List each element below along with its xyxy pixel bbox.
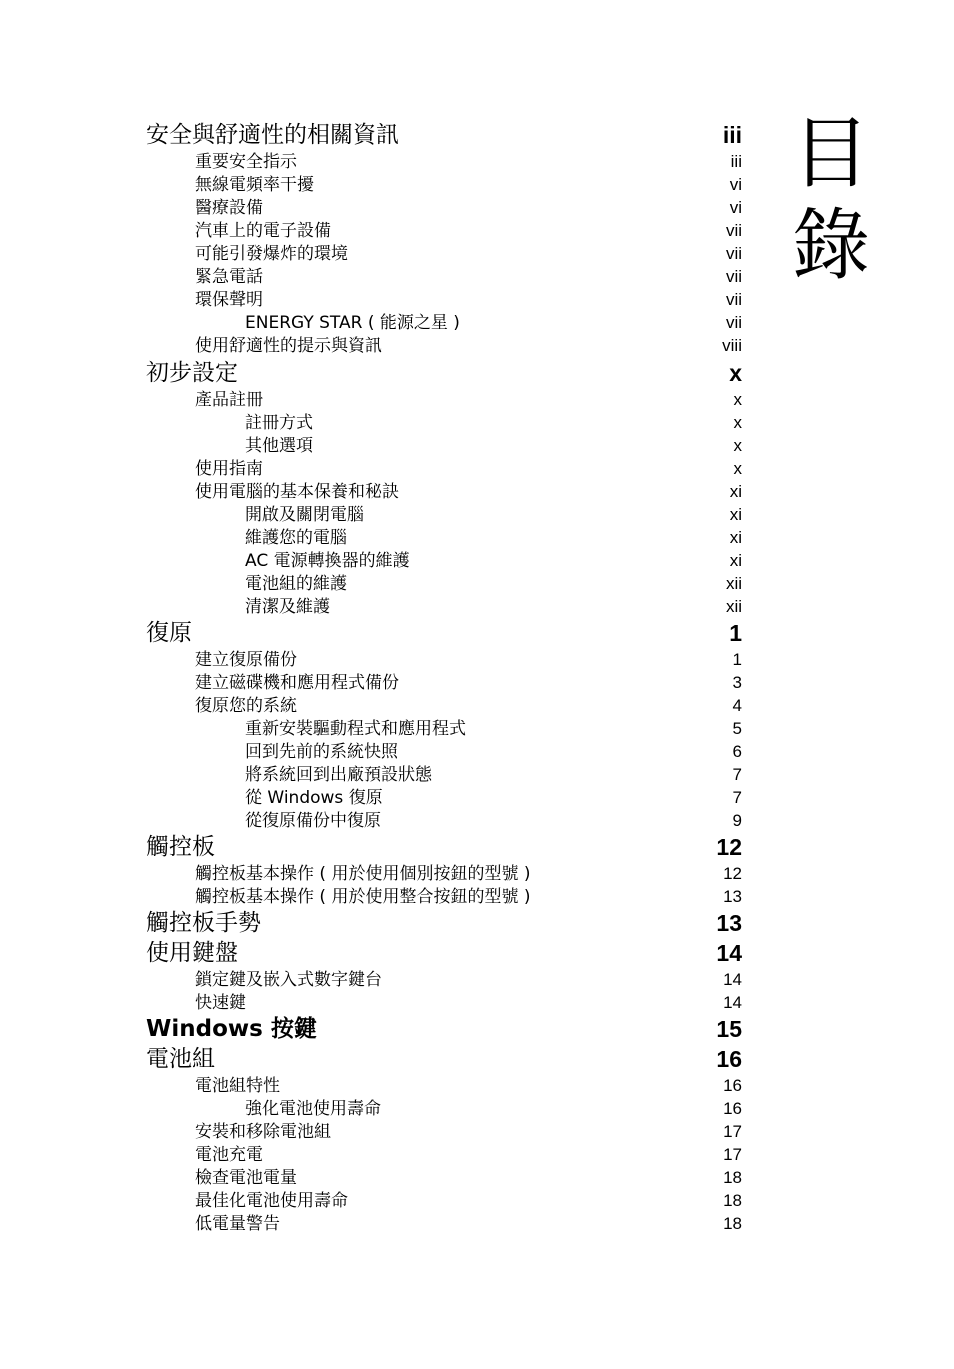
toc-entry-page-number: 7	[732, 788, 742, 807]
toc-entry-page-number: vii	[725, 313, 742, 332]
toc-entry-page-number: vii	[725, 267, 742, 286]
toc-entry-page-number: viii	[722, 336, 742, 355]
toc-section-entry[interactable]	[0, 1143, 954, 1167]
toc-subsection-entry[interactable]	[0, 786, 954, 810]
toc-entry-title: 觸控板基本操作 ( 用於使用整合按鈕的型號 )	[195, 887, 531, 907]
toc-entry-page-number: 1	[732, 650, 742, 669]
toc-entry-page-number: 6	[732, 742, 742, 761]
toc-entry-title: 檢查電池電量	[195, 1168, 297, 1188]
toc-entry-title: 觸控板基本操作 ( 用於使用個別按鈕的型號 )	[195, 864, 531, 884]
toc-entry-title: 鎖定鍵及嵌入式數字鍵台	[195, 970, 382, 990]
toc-entry-page-number: 3	[732, 673, 742, 692]
toc-section-entry[interactable]	[0, 991, 954, 1015]
toc-subsection-entry[interactable]	[0, 809, 954, 833]
toc-entry-title: 快速鍵	[195, 993, 246, 1013]
toc-chapter-entry[interactable]	[0, 938, 954, 968]
toc-section-entry[interactable]	[0, 968, 954, 992]
toc-entry-title: 強化電池使用壽命	[245, 1099, 381, 1119]
contents-heading-char-2: 錄	[791, 201, 870, 291]
toc-section-entry[interactable]	[0, 885, 954, 909]
toc-subsection-entry[interactable]	[0, 411, 954, 435]
toc-entry-page-number: 12	[723, 864, 742, 883]
toc-section-entry[interactable]	[0, 1189, 954, 1213]
toc-entry-title: 重新安裝驅動程式和應用程式	[245, 719, 466, 739]
toc-entry-page-number: 18	[723, 1191, 742, 1210]
toc-chapter-entry[interactable]	[0, 358, 954, 388]
toc-entry-page-number: vi	[729, 175, 742, 194]
toc-entry-page-number: 17	[723, 1122, 742, 1141]
toc-subsection-entry[interactable]	[0, 1097, 954, 1121]
toc-entry-title: 開啟及關閉電腦	[245, 505, 364, 525]
toc-section-entry[interactable]	[0, 1120, 954, 1144]
toc-chapter-entry[interactable]	[0, 1044, 954, 1074]
toc-entry-page-number: 12	[716, 834, 742, 860]
toc-section-entry[interactable]	[0, 1166, 954, 1190]
toc-entry-title: 觸控板	[146, 834, 215, 860]
toc-entry-title: 電池組	[146, 1046, 215, 1072]
toc-entry-title: 無線電頻率干擾	[195, 175, 314, 195]
toc-entry-title: 醫療設備	[195, 198, 263, 218]
toc-section-entry[interactable]	[0, 480, 954, 504]
toc-entry-title: 電池組的維護	[245, 574, 347, 594]
toc-entry-page-number: xii	[725, 597, 742, 616]
toc-entry-page-number: x	[733, 390, 742, 409]
toc-section-entry[interactable]	[0, 219, 954, 243]
toc-subsection-entry[interactable]	[0, 717, 954, 741]
toc-chapter-entry[interactable]	[0, 832, 954, 862]
toc-section-entry[interactable]	[0, 196, 954, 220]
toc-entry-page-number: 18	[723, 1214, 742, 1233]
toc-subsection-entry[interactable]	[0, 740, 954, 764]
toc-entry-title: 電池組特性	[195, 1076, 280, 1096]
toc-entry-title: 最佳化電池使用壽命	[195, 1191, 348, 1211]
toc-entry-title: 低電量警告	[195, 1214, 280, 1234]
toc-chapter-entry[interactable]	[0, 908, 954, 938]
toc-chapter-entry[interactable]	[0, 120, 954, 150]
toc-section-entry[interactable]	[0, 457, 954, 481]
toc-entry-title: 維護您的電腦	[245, 528, 347, 548]
toc-entry-title: ENERGY STAR ( 能源之星 )	[245, 313, 460, 333]
toc-entry-title: AC 電源轉換器的維護	[245, 551, 410, 571]
toc-section-entry[interactable]	[0, 334, 954, 358]
toc-entry-title: 復原您的系統	[195, 696, 297, 716]
toc-entry-page-number: 16	[723, 1076, 742, 1095]
toc-section-entry[interactable]	[0, 1074, 954, 1098]
toc-subsection-entry[interactable]	[0, 311, 954, 335]
toc-subsection-entry[interactable]	[0, 549, 954, 573]
toc-entry-title: 將系統回到出廠預設狀態	[245, 765, 432, 785]
toc-entry-page-number: 1	[729, 620, 742, 646]
toc-section-entry[interactable]	[0, 671, 954, 695]
toc-entry-page-number: 4	[732, 696, 742, 715]
toc-section-entry[interactable]	[0, 862, 954, 886]
toc-entry-title: 環保聲明	[195, 290, 263, 310]
toc-section-entry[interactable]	[0, 265, 954, 289]
toc-entry-page-number: vi	[729, 198, 742, 217]
toc-entry-page-number: xi	[729, 551, 742, 570]
toc-entry-page-number: 14	[716, 940, 742, 966]
toc-entry-page-number: x	[733, 459, 742, 478]
toc-entry-title: 汽車上的電子設備	[195, 221, 331, 241]
toc-entry-page-number: 9	[732, 811, 742, 830]
toc-subsection-entry[interactable]	[0, 503, 954, 527]
toc-section-entry[interactable]	[0, 1212, 954, 1236]
toc-entry-page-number: xi	[729, 505, 742, 524]
toc-section-entry[interactable]	[0, 388, 954, 412]
toc-entry-title: 電池充電	[195, 1145, 263, 1165]
toc-entry-page-number: iii	[730, 152, 742, 171]
toc-entry-page-number: 13	[723, 887, 742, 906]
toc-entry-title: 其他選項	[245, 436, 313, 456]
toc-chapter-entry[interactable]	[0, 618, 954, 648]
toc-entry-page-number: xii	[725, 574, 742, 593]
toc-subsection-entry[interactable]	[0, 595, 954, 619]
toc-entry-title: 建立復原備份	[195, 650, 297, 670]
toc-entry-title: 安裝和移除電池組	[195, 1122, 331, 1142]
toc-entry-page-number: 16	[716, 1046, 742, 1072]
toc-entry-page-number: 5	[732, 719, 742, 738]
toc-section-entry[interactable]	[0, 694, 954, 718]
toc-chapter-entry[interactable]	[0, 1014, 954, 1044]
toc-entry-title: Windows 按鍵	[146, 1016, 317, 1042]
toc-entry-page-number: xi	[729, 482, 742, 501]
toc-entry-page-number: xi	[729, 528, 742, 547]
toc-entry-page-number: 18	[723, 1168, 742, 1187]
toc-entry-title: 註冊方式	[245, 413, 313, 433]
toc-entry-title: 產品註冊	[195, 390, 263, 410]
toc-entry-page-number: 14	[723, 993, 742, 1012]
toc-entry-title: 初步設定	[146, 360, 238, 386]
toc-entry-title: 使用指南	[195, 459, 263, 479]
toc-entry-title: 緊急電話	[195, 267, 263, 287]
toc-entry-title: 使用鍵盤	[146, 940, 238, 966]
toc-entry-title: 觸控板手勢	[146, 910, 261, 936]
toc-entry-page-number: vii	[725, 244, 742, 263]
toc-entry-page-number: x	[733, 436, 742, 455]
toc-entry-page-number: 17	[723, 1145, 742, 1164]
toc-entry-title: 安全與舒適性的相關資訊	[146, 122, 399, 148]
toc-entry-title: 使用舒適性的提示與資訊	[195, 336, 382, 356]
toc-section-entry[interactable]	[0, 173, 954, 197]
toc-entry-title: 建立磁碟機和應用程式備份	[195, 673, 399, 693]
toc-entry-title: 使用電腦的基本保養和秘訣	[195, 482, 399, 502]
toc-section-entry[interactable]	[0, 150, 954, 174]
toc-subsection-entry[interactable]	[0, 526, 954, 550]
toc-entry-title: 可能引發爆炸的環境	[195, 244, 348, 264]
toc-entry-title: 從 Windows 復原	[245, 788, 383, 808]
toc-entry-page-number: 13	[716, 910, 742, 936]
contents-heading-char-1: 目	[791, 109, 870, 199]
toc-entry-page-number: 16	[723, 1099, 742, 1118]
toc-entry-title: 重要安全指示	[195, 152, 297, 172]
toc-section-entry[interactable]	[0, 648, 954, 672]
toc-entry-title: 回到先前的系統快照	[245, 742, 398, 762]
toc-entry-title: 清潔及維護	[245, 597, 330, 617]
toc-section-entry[interactable]	[0, 242, 954, 266]
toc-entry-title: 從復原備份中復原	[245, 811, 381, 831]
toc-entry-title: 復原	[146, 620, 192, 646]
toc-entry-page-number: vii	[725, 221, 742, 240]
toc-entry-page-number: 7	[732, 765, 742, 784]
toc-entry-page-number: 15	[716, 1016, 742, 1042]
toc-subsection-entry[interactable]	[0, 572, 954, 596]
toc-subsection-entry[interactable]	[0, 434, 954, 458]
toc-section-entry[interactable]	[0, 288, 954, 312]
toc-entry-page-number: x	[729, 360, 742, 386]
toc-entry-page-number: 14	[723, 970, 742, 989]
toc-entry-page-number: iii	[722, 122, 742, 148]
toc-entry-page-number: vii	[725, 290, 742, 309]
toc-entry-page-number: x	[733, 413, 742, 432]
toc-subsection-entry[interactable]	[0, 763, 954, 787]
